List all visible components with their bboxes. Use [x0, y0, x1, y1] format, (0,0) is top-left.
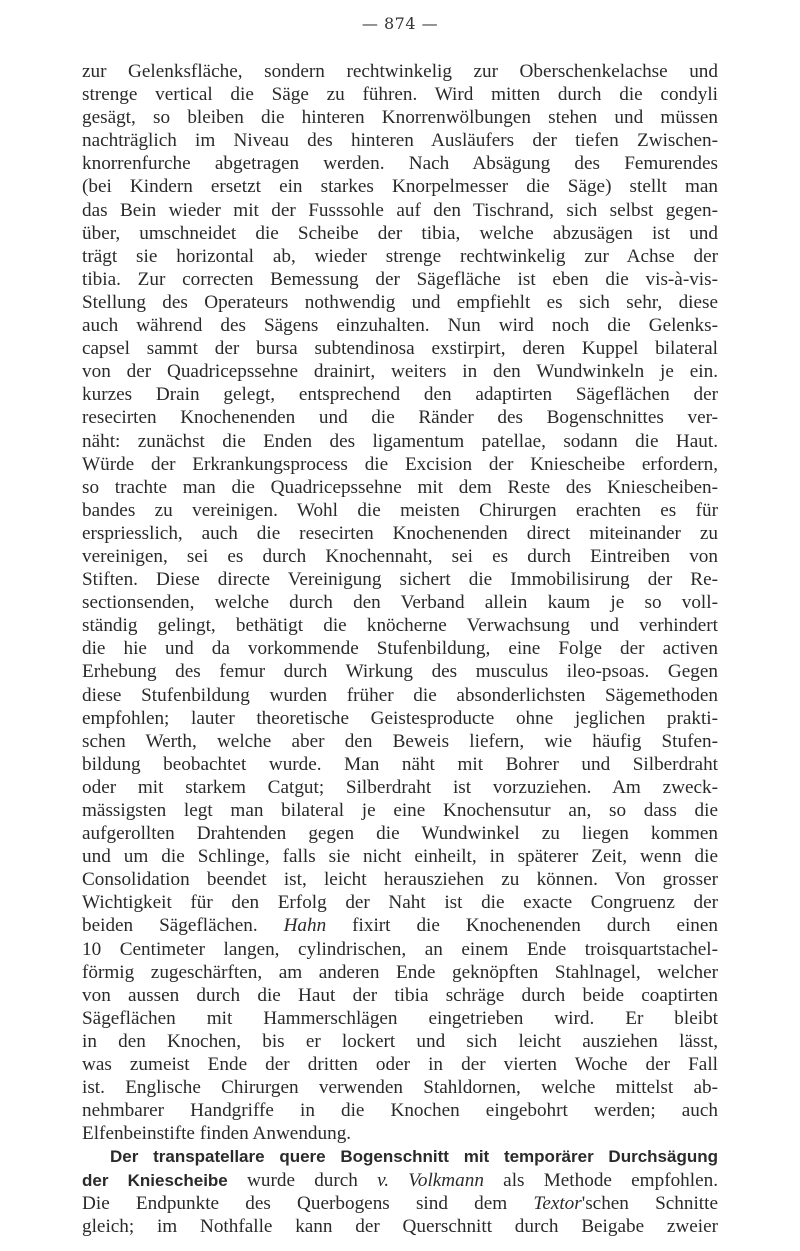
- body-text: [82, 60, 718, 1238]
- text-line: zur Gelenksfläche, sondern rechtwinkelig zur Oberschenkelachse und: [82, 61, 718, 82]
- text-line: bandes zu vereinigen. Wohl die meisten Chirurgen erachten es für: [82, 499, 718, 521]
- text-line: Sägeflächen mit Hammerschlägen eingetrieben wird. Er bleibt: [82, 1007, 718, 1029]
- text-line-last: Elfenbeinstifte finden Anwendung.: [82, 1123, 352, 1145]
- text-line-hahn: [82, 914, 718, 937]
- text-line: was zumeist Ende der dritten oder in der vierten Woche der Fall: [82, 1054, 718, 1076]
- paragraph-2: [82, 1145, 718, 1237]
- text-line: Stiften. Diese directe Vereinigung sichert die Immobilisirung der Re-: [82, 569, 718, 591]
- text-segment: als Methode empfohlen.: [483, 1169, 718, 1191]
- bold-heading: der Kniescheibe: [82, 1170, 228, 1190]
- text-segment: beiden Sägeflächen.: [82, 915, 258, 937]
- text-segment: wurde durch: [227, 1169, 378, 1191]
- bold-heading: Der transpatellare quere Bogenschnitt mit temporärer Durchsägung: [110, 1147, 718, 1167]
- text-segment: fixirt die Knochenenden durch einen: [326, 915, 718, 937]
- text-line: Consolidation beendet ist, leicht herausziehen zu können. Von grosser: [82, 869, 718, 891]
- text-line: nachträglich im Niveau des hinteren Ausläufers der tiefen Zwischen-: [82, 130, 718, 152]
- text-line: bildung beobachtet wurde. Man näht mit Bohrer und Silberdraht: [82, 753, 718, 775]
- page-number: — 874 —: [361, 14, 439, 33]
- paragraph-1: [82, 60, 718, 1145]
- text-line: oder mit starkem Catgut; Silberdraht ist vorzuziehen. Am zweck-: [82, 776, 718, 798]
- text-line: gesägt, so bleiben die hinteren Knorrenwölbungen stehen und müssen: [82, 107, 718, 129]
- text-line: von der Quadricepssehne drainirt, weiters in den Wundwinkeln je ein.: [82, 361, 718, 383]
- text-line: resecirten Knochenenden und die Ränder des Bogenschnittes ver-: [82, 407, 718, 429]
- text-line: kurzes Drain gelegt, entsprechend den adaptirten Sägeflächen der: [82, 384, 718, 406]
- text-line: von aussen durch die Haut der tibia schräge durch beide coaptirten: [82, 984, 718, 1006]
- text-line: das Bein wieder mit der Fusssohle auf den Tischrand, sich selbst gegen-: [82, 199, 718, 221]
- text-line: förmig zugeschärften, am anderen Ende geknöpften Stahlnagel, welcher: [82, 961, 718, 983]
- text-line: erspriesslich, auch die resecirten Knochenenden direct miteinander zu: [82, 522, 718, 544]
- text-segment: Die Endpunkte des Querbogens sind dem: [82, 1192, 534, 1214]
- text-line: Stellung des Operateurs nothwendig und empfiehlt es sich sehr, diese: [82, 291, 718, 313]
- text-line: so trachte man die Quadricepssehne mit dem Reste des Kniescheiben-: [82, 476, 718, 498]
- text-line: tibia. Zur correcten Bemessung der Sägefläche ist eben die vis-à-vis-: [82, 268, 718, 290]
- text-line: empfohlen; lauter theoretische Geistesproducte ohne jeglichen prakti-: [82, 707, 718, 729]
- author-name: Textor: [533, 1192, 582, 1214]
- text-segment: 'schen Schnitte: [581, 1192, 718, 1214]
- text-line: und um die Schlinge, falls sie nicht einheilt, in späterer Zeit, wenn die: [82, 846, 718, 868]
- text-line: diese Stufenbildung wurden früher die absonderlichsten Sägemethoden: [82, 684, 718, 706]
- text-line: in den Knochen, bis er lockert und sich leicht ausziehen lässt,: [82, 1030, 718, 1052]
- text-line: näht: zunächst die Enden des ligamentum patellae, sodann die Haut.: [82, 430, 718, 452]
- text-line: auch während des Sägens einzuhalten. Nun wird noch die Gelenks-: [82, 315, 718, 337]
- text-line: vereinigen, sei es durch Knochennaht, sei es durch Eintreiben von: [82, 545, 718, 567]
- text-line: ständig gelingt, bethätigt die knöcherne Verwachsung und verhindert: [82, 615, 718, 637]
- text-line: capsel sammt der bursa subtendinosa exstirpirt, deren Kuppel bilateral: [82, 338, 718, 360]
- text-line: über, umschneidet die Scheibe der tibia, welche abzusägen ist und: [82, 222, 718, 244]
- text-line: ist. Englische Chirurgen verwenden Stahldornen, welche mittelst ab-: [82, 1077, 718, 1099]
- text-line: trägt sie horizontal ab, wieder strenge rechtwinkelig zur Achse der: [82, 245, 718, 267]
- text-line: mässigsten legt man bilateral je eine Knochensutur an, so dass die: [82, 800, 718, 821]
- text-line: die hie und da vorkommende Stufenbildung, eine Folge der activen: [82, 638, 718, 660]
- text-line: schen Werth, welche aber den Beweis liefern, wie häufig Stufen-: [82, 730, 718, 752]
- text-line: sectionsenden, welche durch den Verband allein kaum je so voll-: [82, 592, 718, 614]
- text-line: Würde der Erkrankungsprocess die Excision der Kniescheibe erfordern,: [82, 453, 718, 475]
- text-line: gleich; im Nothfalle kann der Querschnitt durch Beigabe zweier: [82, 1215, 718, 1237]
- author-name: v. Volkmann: [377, 1169, 484, 1191]
- text-line: [82, 1169, 718, 1192]
- text-line: 10 Centimeter langen, cylindrischen, an einem Ende troisquartstachel-: [82, 938, 718, 960]
- text-line: Erhebung des femur durch Wirkung des musculus ileo-psoas. Gegen: [82, 661, 718, 683]
- author-name: Hahn: [283, 915, 327, 937]
- text-line: (bei Kindern ersetzt ein starkes Knorpelmesser die Säge) stellt man: [82, 176, 718, 198]
- text-line: knorrenfurche abgetragen werden. Nach Absägung des Femurendes: [82, 153, 718, 175]
- text-line: nehmbarer Handgriffe in die Knochen eingebohrt werden; auch: [82, 1100, 718, 1122]
- text-line: Wichtigkeit für den Erfolg der Naht ist die exacte Congruenz der: [82, 892, 718, 914]
- text-line: [82, 1192, 718, 1215]
- text-line: aufgerollten Drahtenden gegen die Wundwinkel zu liegen kommen: [82, 823, 718, 845]
- text-line: strenge vertical die Säge zu führen. Wird mitten durch die condyli: [82, 84, 718, 106]
- text-line-bold: [82, 1145, 718, 1168]
